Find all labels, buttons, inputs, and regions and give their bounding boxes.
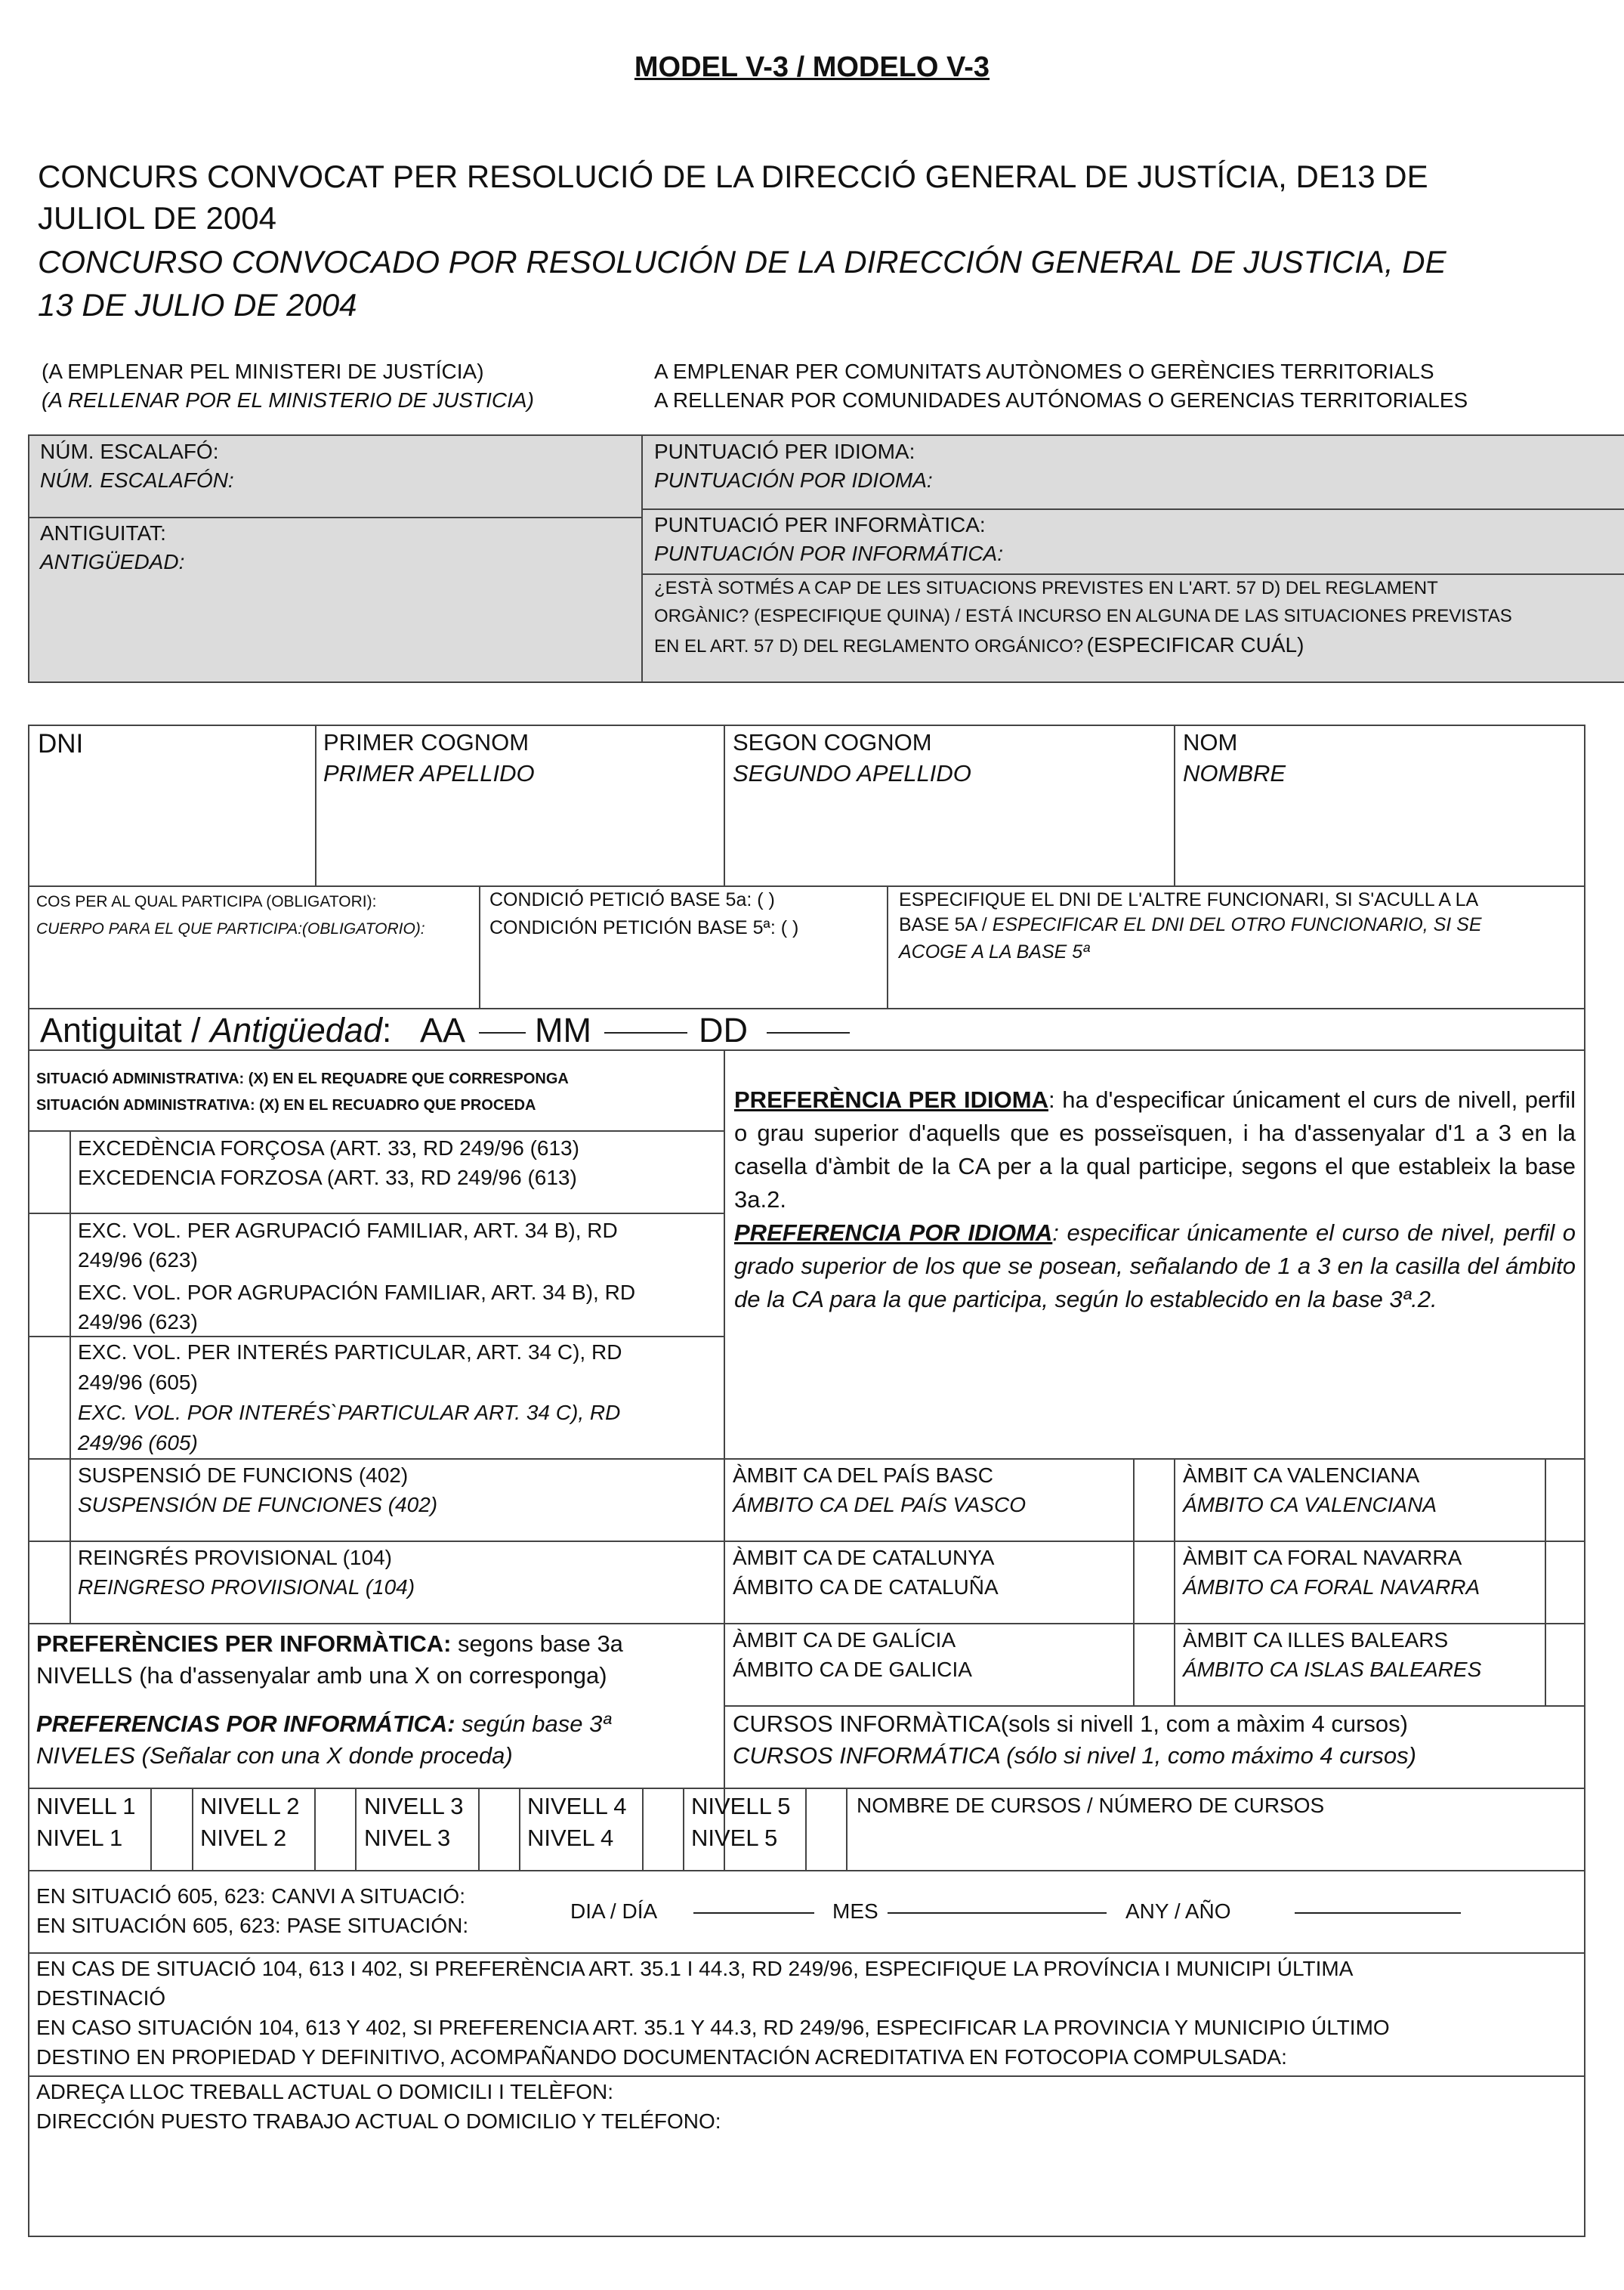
nivell-1-es: NIVEL 1 [36, 1825, 123, 1851]
antiguitat-label-es: ANTIGÜEDAD: [40, 550, 185, 573]
antiguitat-row [40, 1011, 391, 1050]
row-line-7 [724, 1705, 1585, 1707]
row-line-6 [28, 1623, 1585, 1624]
idioma-pref-es-text: : especificar únicamente el curso de nivel, perfil o grado superior de los que se posean, señalando de 1 a 3 en la casilla del ámbito de la CA para la que participa, según lo establecido en la base 3ª.2. [734, 1219, 1576, 1312]
art57-line3-text: EN EL ART. 57 D) DEL REGLAMENTO ORGÁNICO? [654, 636, 1084, 657]
antiguitat-mm-line [604, 1032, 687, 1034]
regions-label-ca: A EMPLENAR PER COMUNITATS AUTÒNOMES O GERÈNCIES TERRITORIALS [654, 360, 1434, 383]
escalafo-label-ca: NÚM. ESCALAFÓ: [40, 440, 219, 463]
nom-label-ca: NOM [1183, 729, 1238, 756]
heading-ca-line1: CONCURS CONVOCAT PER RESOLUCIÓ DE LA DIRECCIÓ GENERAL DE JUSTÍCIA, DE13 DE [38, 159, 1428, 194]
ministry-label-ca: (A EMPLENAR PEL MINISTERI DE JUSTÍCIA) [42, 360, 484, 383]
antiguitat-row-colon: : [381, 1011, 392, 1049]
col-line-nivell-3b [519, 1788, 520, 1870]
idioma-score-label-ca: PUNTUACIÓ PER IDIOMA: [654, 440, 915, 463]
dni-altre-line2-es: ESPECIFICAR EL DNI DEL OTRO FUNCIONARIO, SI SE [992, 914, 1482, 935]
informatica-pref-ca-line2: NIVELLS (ha d'assenyalar amb una X on corresponga) [36, 1662, 607, 1689]
ambit-galicia-es: ÁMBITO CA DE GALICIA [733, 1658, 972, 1681]
row-line-9 [28, 1870, 1585, 1871]
nivell-5-ca: NIVELL 5 [691, 1793, 791, 1819]
col-line-nivell-5b [846, 1788, 848, 1870]
ambit-catalunya-es: ÁMBITO CA DE CATALUÑA [733, 1575, 999, 1599]
ambit-basc-ca: ÀMBIT CA DEL PAÍS BASC [733, 1463, 993, 1487]
nivell-4-ca: NIVELL 4 [527, 1793, 627, 1819]
nivell-3-ca: NIVELL 3 [364, 1793, 464, 1819]
antiguitat-row-label-es: Antigüedad [210, 1011, 382, 1049]
forcosa-label-es: EXCEDENCIA FORZOSA (ART. 33, RD 249/96 (613) [78, 1166, 577, 1189]
heading-es-line2: 13 DE JULIO DE 2004 [38, 287, 357, 323]
antiguitat-label-ca: ANTIGUITAT: [40, 521, 166, 545]
nivell-2-es: NIVEL 2 [200, 1825, 287, 1851]
condicio-label-es: CONDICIÓN PETICIÓN BASE 5ª: ( ) [489, 917, 799, 938]
dni-label: DNI [38, 729, 84, 759]
canvi-label-ca: EN SITUACIÓ 605, 623: CANVI A SITUACIÓ: [36, 1884, 465, 1908]
ambit-valenciana-ca: ÀMBIT CA VALENCIANA [1183, 1463, 1420, 1487]
row-line-situacio-2 [28, 1213, 724, 1214]
situacio-header-ca: SITUACIÓ ADMINISTRATIVA: (X) EN EL REQUADRE QUE CORRESPONGA [36, 1071, 569, 1087]
cos-label-es: CUERPO PARA EL QUE PARTICIPA:(OBLIGATORIO): [36, 920, 425, 938]
col-line-condicio [887, 885, 888, 1008]
idioma-pref-es-title: PREFERENCIA POR IDIOMA [734, 1219, 1053, 1246]
col-line-nivell-3 [478, 1788, 480, 1870]
suspensio-label-ca: SUSPENSIÓ DE FUNCIONS (402) [78, 1463, 409, 1487]
informatica-pref-es-text1: según base 3ª [455, 1711, 611, 1737]
adreca-label-ca: ADREÇA LLOC TREBALL ACTUAL O DOMICILI I TELÈFON: [36, 2080, 613, 2103]
row-line-4 [28, 1458, 1585, 1460]
antiguitat-aa-line [479, 1032, 526, 1034]
antiguitat-mm: MM [535, 1011, 591, 1049]
nom-label-es: NOMBRE [1183, 760, 1286, 787]
particular-line1: EXC. VOL. PER INTERÉS PARTICULAR, ART. 34 C), RD [78, 1340, 622, 1364]
col-line-dni [315, 725, 316, 885]
familiar-line2: 249/96 (623) [78, 1248, 198, 1272]
idioma-pref-es [734, 1216, 1576, 1316]
idioma-pref-ca [734, 1083, 1576, 1216]
nivell-5-es: NIVEL 5 [691, 1825, 778, 1851]
col-line-cos [479, 885, 480, 1008]
nivell-2-ca: NIVELL 2 [200, 1793, 300, 1819]
form-title: MODEL V-3 / MODELO V-3 [634, 51, 990, 83]
heading-es-line1: CONCURSO CONVOCADO POR RESOLUCIÓN DE LA DIRECCIÓN GENERAL DE JUSTICIA, DE [38, 244, 1446, 280]
particular-line3: EXC. VOL. POR INTERÉS`PARTICULAR ART. 34 C), RD [78, 1401, 621, 1424]
reingres-label-ca: REINGRÉS PROVISIONAL (104) [78, 1546, 392, 1569]
dni-altre-line1: ESPECIFIQUE EL DNI DE L'ALTRE FUNCIONARI, SI S'ACULL A LA [899, 889, 1479, 910]
ambit-galicia-ca: ÀMBIT CA DE GALÍCIA [733, 1628, 956, 1652]
situacio-header-es: SITUACIÓN ADMINISTRATIVA: (X) EN EL RECUADRO QUE PROCEDA [36, 1097, 536, 1114]
col-line-nivell-5 [805, 1788, 807, 1870]
desti-line1: EN CAS DE SITUACIÓ 104, 613 I 402, SI PREFERÈNCIA ART. 35.1 I 44.3, RD 249/96, ESPECIFIQUE LA PROVÍNCIA I MUNICIPI ÚLTIMA [36, 1957, 1354, 1980]
idioma-score-label-es: PUNTUACIÓN POR IDIOMA: [654, 468, 933, 492]
cos-label-ca: COS PER AL QUAL PARTICIPA (OBLIGATORI): [36, 893, 377, 910]
ambit-valenciana-es: ÁMBITO CA VALENCIANA [1183, 1493, 1437, 1516]
cognom1-label-es: PRIMER APELLIDO [323, 760, 535, 787]
informatica-pref-es-line2: NIVELES (Señalar con una X donde proceda) [36, 1742, 513, 1769]
reingres-label-es: REINGRESO PROVIISIONAL (104) [78, 1575, 415, 1599]
antiguitat-row-label-ca: Antiguitat / [40, 1011, 211, 1049]
art57-line3-specify: (ESPECIFICAR CUÁL) [1086, 633, 1304, 657]
col-line-ambit-box1 [1133, 1458, 1135, 1705]
canvi-dia-line [693, 1912, 814, 1914]
canvi-dia-label: DIA / DÍA [570, 1899, 658, 1923]
informatica-pref-ca-text1: segons base 3a [451, 1630, 623, 1657]
art57-line3 [654, 632, 1304, 659]
dni-altre-line2 [899, 912, 1482, 938]
desti-line4: DESTINO EN PROPIEDAD Y DEFINITIVO, ACOMPAÑANDO DOCUMENTACIÓN ACREDITATIVA EN FOTOCOPIA COMPULSADA: [36, 2045, 1287, 2069]
antiguitat-dd-line [767, 1032, 850, 1034]
nombre-cursos-label: NOMBRE DE CURSOS / NÚMERO DE CURSOS [857, 1794, 1325, 1817]
cognom2-label-ca: SEGON COGNOM [733, 729, 932, 756]
adreca-label-es: DIRECCIÓN PUESTO TRABAJO ACTUAL O DOMICILIO Y TELÉFONO: [36, 2109, 721, 2133]
heading-ca-line2: JULIOL DE 2004 [38, 200, 276, 236]
row-line-situacio-3 [28, 1336, 724, 1337]
informatica-pref-es-title: PREFERENCIAS POR INFORMÁTICA: [36, 1711, 455, 1737]
row-line-5 [28, 1541, 1585, 1542]
idioma-pref-ca-text: : ha d'especificar únicament el curs de nivell, perfil o grau superior d'aquells que es posseïsquen, i ha d'assenyalar d'1 a 3 en la casella d'àmbit de la CA per a la qual participe, segons el que estableix la base 3a.2. [734, 1086, 1576, 1213]
row-line-situacio-1 [28, 1130, 724, 1132]
row-line-8 [28, 1788, 1585, 1789]
nivell-3-es: NIVEL 3 [364, 1825, 451, 1851]
row-line-11 [28, 2075, 1585, 2077]
admin-hline-right1 [641, 508, 1624, 510]
col-line-nivell-1 [150, 1788, 152, 1870]
canvi-mes-line [888, 1912, 1107, 1914]
cognom2-label-es: SEGUNDO APELLIDO [733, 760, 971, 787]
admin-hline-left [28, 517, 641, 518]
antiguitat-aa: AA [420, 1011, 466, 1049]
regions-label-es: A RELLENAR POR COMUNIDADES AUTÓNOMAS O GERENCIAS TERRITORIALES [654, 388, 1468, 412]
desti-line2: DESTINACIÓ [36, 1986, 166, 2010]
familiar-line3: EXC. VOL. POR AGRUPACIÓN FAMILIAR, ART. 34 B), RD [78, 1281, 636, 1304]
ministry-label-es: (A RELLENAR POR EL MINISTERIO DE JUSTICIA) [42, 388, 534, 412]
cursos-informatica-ca: CURSOS INFORMÀTICA(sols si nivell 1, com a màxim 4 cursos) [733, 1711, 1408, 1737]
nivell-4-es: NIVEL 4 [527, 1825, 614, 1851]
escalafo-label-es: NÚM. ESCALAFÓN: [40, 468, 234, 492]
particular-line4: 249/96 (605) [78, 1431, 198, 1454]
col-line-middle [724, 1049, 725, 1870]
col-line-nivell-4 [642, 1788, 644, 1870]
col-line-cognom1 [724, 725, 725, 885]
canvi-mes-label: MES [832, 1899, 878, 1923]
idioma-pref-ca-title: PREFERÈNCIA PER IDIOMA [734, 1086, 1048, 1113]
ambit-navarra-ca: ÀMBIT CA FORAL NAVARRA [1183, 1546, 1462, 1569]
suspensio-label-es: SUSPENSIÓN DE FUNCIONES (402) [78, 1493, 438, 1516]
ambit-catalunya-ca: ÀMBIT CA DE CATALUNYA [733, 1546, 995, 1569]
antiguitat-dd: DD [699, 1011, 748, 1049]
familiar-line1: EXC. VOL. PER AGRUPACIÓ FAMILIAR, ART. 34 B), RD [78, 1219, 618, 1242]
cognom1-label-ca: PRIMER COGNOM [323, 729, 529, 756]
art57-line2: ORGÀNIC? (ESPECIFIQUE QUINA) / ESTÁ INCURSO EN ALGUNA DE LAS SITUACIONES PREVISTAS [654, 606, 1512, 626]
informatica-score-label-es: PUNTUACIÓN POR INFORMÁTICA: [654, 542, 1004, 565]
familiar-line4: 249/96 (623) [78, 1310, 198, 1334]
col-line-nivell-1b [192, 1788, 193, 1870]
col-line-cognom2 [1174, 725, 1175, 885]
particular-line2: 249/96 (605) [78, 1371, 198, 1394]
informatica-pref-es-line1 [36, 1709, 611, 1739]
informatica-pref-ca-title: PREFERÈNCIES PER INFORMÀTICA: [36, 1630, 452, 1657]
ambit-balears-ca: ÀMBIT CA ILLES BALEARS [1183, 1628, 1449, 1652]
ambit-navarra-es: ÁMBITO CA FORAL NAVARRA [1183, 1575, 1480, 1599]
admin-divider [641, 434, 643, 683]
col-line-nivell-4b [683, 1788, 684, 1870]
informatica-score-label-ca: PUNTUACIÓ PER INFORMÀTICA: [654, 513, 986, 536]
ambit-basc-es: ÁMBITO CA DEL PAÍS VASCO [733, 1493, 1026, 1516]
forcosa-label-ca: EXCEDÈNCIA FORÇOSA (ART. 33, RD 249/96 (613) [78, 1136, 579, 1160]
col-line-ambit-box2 [1545, 1458, 1546, 1705]
col-line-nivell-2b [355, 1788, 357, 1870]
dni-altre-line2-ca: BASE 5A / [899, 914, 993, 935]
admin-hline-right2 [641, 573, 1624, 575]
col-line-nivell-2 [314, 1788, 316, 1870]
canvi-label-es: EN SITUACIÓN 605, 623: PASE SITUACIÓN: [36, 1914, 469, 1937]
canvi-any-label: ANY / AÑO [1125, 1899, 1231, 1923]
ambit-balears-es: ÁMBITO CA ISLAS BALEARES [1183, 1658, 1482, 1681]
desti-line3: EN CASO SITUACIÓN 104, 613 Y 402, SI PREFERENCIA ART. 35.1 Y 44.3, RD 249/96, ESPECIFICAR LA PROVINCIA Y MUNICIPIO ÚLTIMO [36, 2016, 1390, 2039]
condicio-label-ca: CONDICIÓ PETICIÓ BASE 5a: ( ) [489, 889, 775, 910]
nivell-1-ca: NIVELL 1 [36, 1793, 136, 1819]
cursos-informatica-es: CURSOS INFORMÁTICA (sólo si nivel 1, como máximo 4 cursos) [733, 1742, 1416, 1769]
col-line-situacio-boxes [69, 1130, 71, 1623]
col-line-ambit-mid [1174, 1458, 1175, 1705]
row-line-2 [28, 1008, 1585, 1009]
art57-line1: ¿ESTÀ SOTMÉS A CAP DE LES SITUACIONS PREVISTES EN L'ART. 57 D) DEL REGLAMENT [654, 578, 1438, 598]
dni-altre-line3: ACOGE A LA BASE 5ª [899, 941, 1090, 963]
row-line-10 [28, 1952, 1585, 1954]
canvi-any-line [1295, 1912, 1461, 1914]
informatica-pref-ca-line1 [36, 1629, 623, 1659]
